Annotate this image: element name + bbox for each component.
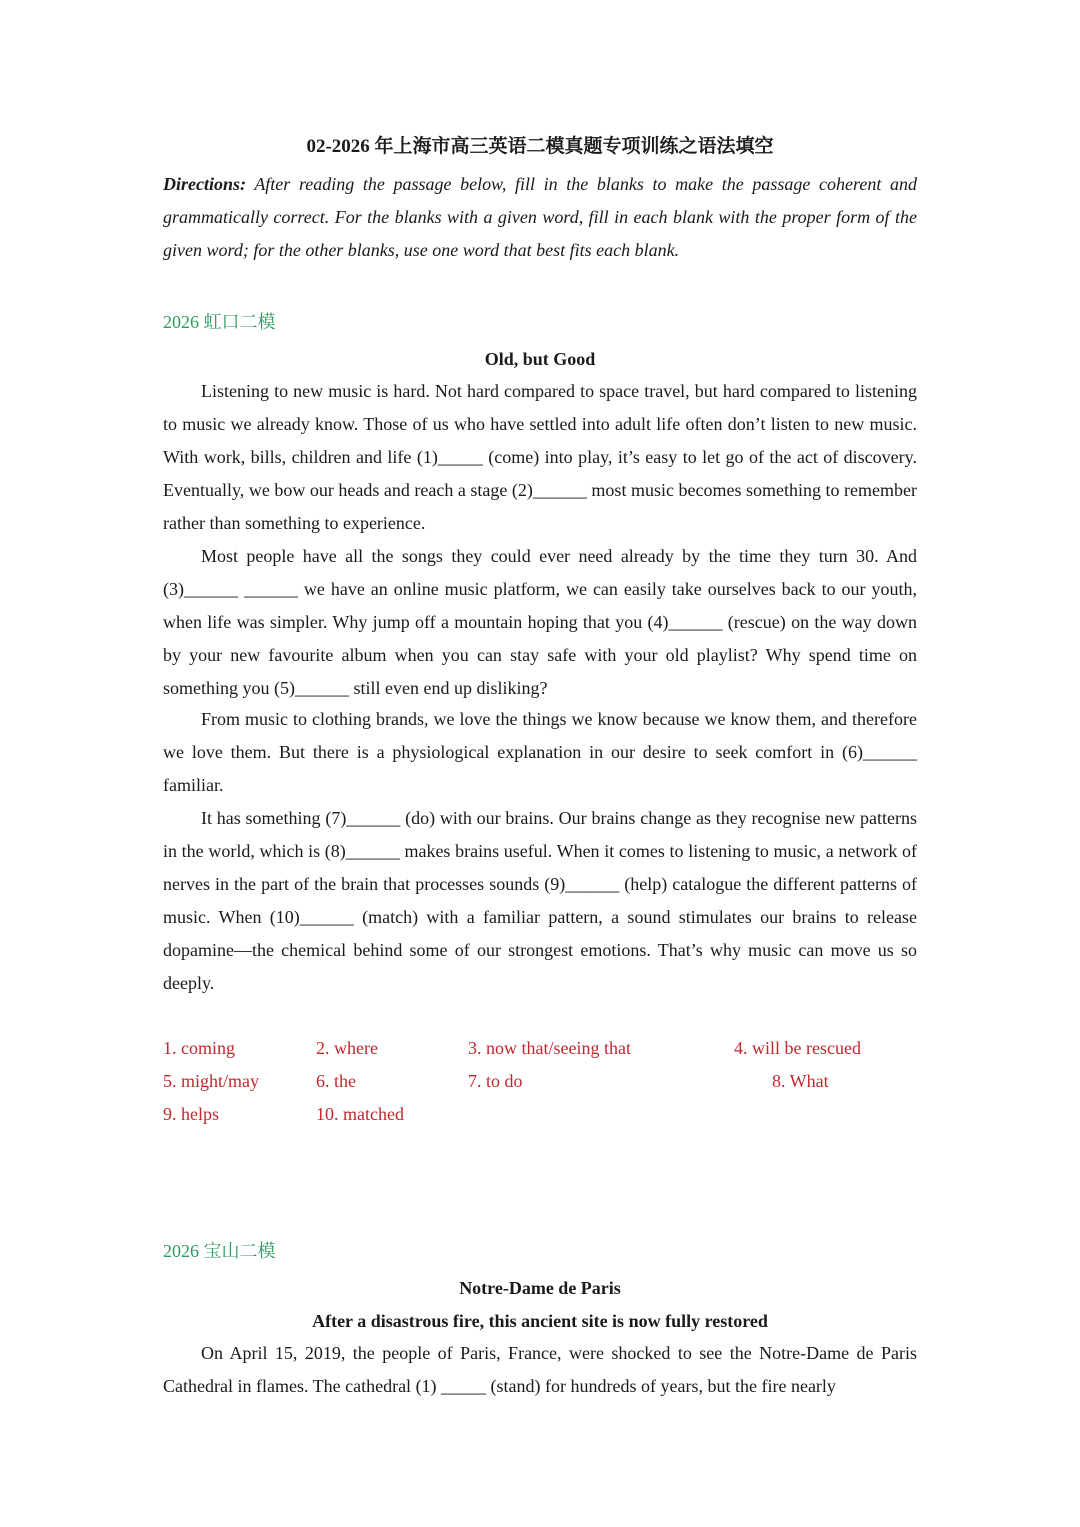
paragraph: Most people have all the songs they could ever need already by the time they turn 30. And (3)______ ______ we have an online music platform, we can easily take ourselves back to our youth, when life was simpler. Why jump off a mountain hoping that you (4)______ (rescue) on the way down by your new favourite album when you can stay safe with your old playlist? Why spend time on something you (5)______ still even end up disliking? [163, 546, 917, 698]
answer-item: 2. where [316, 1038, 378, 1058]
paragraph: It has something (7)______ (do) with our brains. Our brains change as they recognise new patterns in the world, which is (8)______ makes brains useful. When it comes to listening to music, a network of nerves in the part of the brain that processes sounds (9)______ (help) catalogue the different patterns of music. When (10)______ (match) with a familiar pattern, a sound stimulates our brains to release dopamine—the chemical behind some of our strongest emotions. That’s why music can move us so deeply. [163, 808, 917, 993]
answer-item: 1. coming [163, 1038, 235, 1058]
passage-title: Notre-Dame de Paris [459, 1278, 621, 1298]
passage-subtitle: After a disastrous fire, this ancient site is now fully restored [312, 1311, 768, 1331]
paragraph: Listening to new music is hard. Not hard compared to space travel, but hard compared to listening to music we already know. Those of us who have settled into adult life often don’t listen to new music. With work, bills, children and life (1)_____ (come) into play, it’s easy to let go of the act of discovery. Eventually, we bow our heads and reach a stage (2)______ most music becomes something to remember rather than something to experience. [163, 381, 917, 533]
section-label-hongkou: 2026 虹口二模 [163, 312, 276, 332]
answer-item: 3. now that/seeing that [468, 1038, 631, 1058]
answer-item: 8. What [772, 1071, 829, 1091]
directions [163, 168, 917, 267]
answer-item: 9. helps [163, 1104, 219, 1124]
passage-title: Old, but Good [484, 349, 596, 369]
directions-label: Directions: [163, 174, 246, 194]
answer-item: 10. matched [316, 1104, 404, 1124]
answer-item: 4. will be rescued [734, 1038, 861, 1058]
answer-item: 5. might/may [163, 1071, 259, 1091]
paragraph: On April 15, 2019, the people of Paris, France, were shocked to see the Notre-Dame de Paris Cathedral in flames. The cathedral (1) _____ (stand) for hundreds of years, but the fire nearly [163, 1343, 917, 1396]
section-label-baoshan: 2026 宝山二模 [163, 1241, 276, 1261]
answer-item: 6. the [316, 1071, 356, 1091]
answer-item: 7. to do [468, 1071, 523, 1091]
directions-text: After reading the passage below, fill in the blanks to make the passage coherent and grammatically correct. For the blanks with a given word, fill in each blank with the proper form of the given word; for the other blanks, use one word that best fits each blank. [163, 174, 917, 260]
document-title: 02-2026 年上海市高三英语二模真题专项训练之语法填空 [306, 136, 774, 157]
paragraph: From music to clothing brands, we love the things we know because we know them, and therefore we love them. But there is a physiological explanation in our desire to seek comfort in (6)______ familiar. [163, 709, 917, 795]
